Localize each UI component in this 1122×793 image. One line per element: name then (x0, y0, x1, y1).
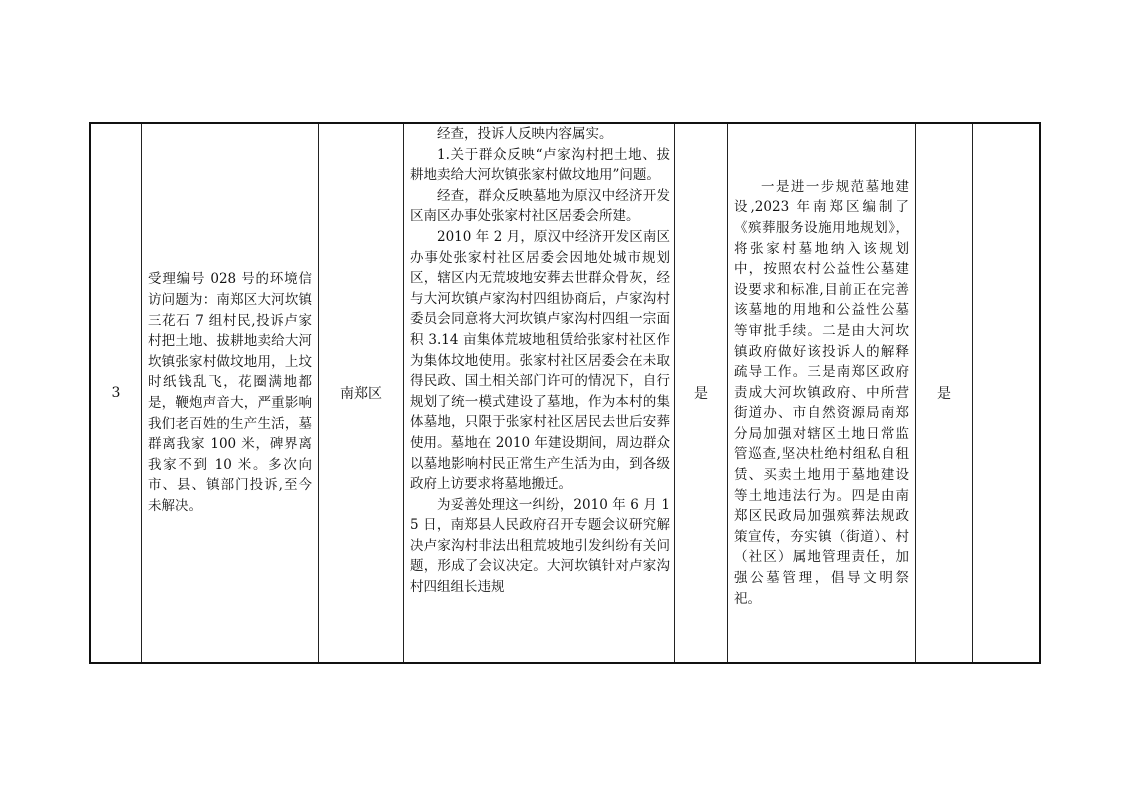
table-row (90, 123, 1040, 663)
findings-paragraph: 2010 年 2 月，原汉中经济开发区南区办事处张家村社区居委会因地处城市规划区，辖区内无荒坡地安葬去世群众骨灰，经与大河坎镇卢家沟村四组协商后，卢家沟村委员会同意将大河坎镇卢家沟村四组一宗面积 3.14 亩集体荒坡地租赁给张家村社区作为集体坟地使用。张家村社区居委会在未取得民政、国土相关部门许可的情况下，自行规划了统一模式建设了墓地，作为本村的集体墓地，只限于张家村社区居民去世后安葬使用。墓地在 2010 年建设期间，周边群众以墓地影响村民正常生产生活为由，到各级政府上访要求将墓地搬迁。 (410, 228, 670, 493)
completed-cell: 是 (916, 123, 973, 663)
measures-text: 一是进一步规范墓地建设,2023 年南郑区编制了《殡葬服务设施用地规划》，将张家村墓地纳入该规划中，按照农村公益性公墓建设要求和标准,目前正在完善该墓地的用地和公益性公墓等审批手续。二是由大河坎镇政府做好该投诉人的解释疏导工作。三是南郑区政府责成大河坎镇政府、中所营街道办、市自然资源局南郑分局加强对辖区土地日常监管巡查,坚决杜绝村组私自租赁、买卖土地用于墓地建设等土地违法行为。四是由南郑区民政局加强殡葬法规政策宣传，夯实镇（街道）、村（社区）属地管理责任，加强公墓管理，倡导文明祭祀。 (734, 178, 909, 607)
complaint-table (89, 122, 1041, 664)
findings-paragraph: 经查，投诉人反映内容属实。 (437, 126, 613, 142)
findings-paragraph: 经查，群众反映墓地为原汉中经济开发区南区办事处张家村社区居委会所建。 (410, 187, 670, 225)
findings-paragraph: 1.关于群众反映“卢家沟村把土地、拔耕地卖给大河坎镇张家村做坟地用”问题。 (410, 146, 670, 184)
row-number: 3 (90, 123, 142, 663)
measures-cell (728, 123, 916, 663)
complaint-cell (142, 123, 319, 663)
findings-cell (404, 123, 675, 663)
complaint-text: 受理编号 028 号的环境信访问题为：南郑区大河坎镇三花石 7 组村民,投诉卢家村把土地、拔耕地卖给大河坎镇张家村做坟地用，上坟时纸钱乱飞，花圈满地都是，鞭炮声音大，严重影响我们老百姓的生产生活，墓群离我家 100 米，碑界离我家不到 10 米。多次向市、县、镇部门投诉,至今未解决。 (148, 271, 312, 514)
remarks-cell (973, 123, 1041, 663)
verified-cell: 是 (675, 123, 728, 663)
district-cell: 南郑区 (319, 123, 404, 663)
findings-paragraph: 为妥善处理这一纠纷，2010 年 6 月 15 日，南郑县人民政府召开专题会议研究解决卢家沟村非法出租荒坡地引发纠纷有关问题，形成了会议决定。大河坎镇针对卢家沟村四组组长违规 (410, 496, 670, 596)
